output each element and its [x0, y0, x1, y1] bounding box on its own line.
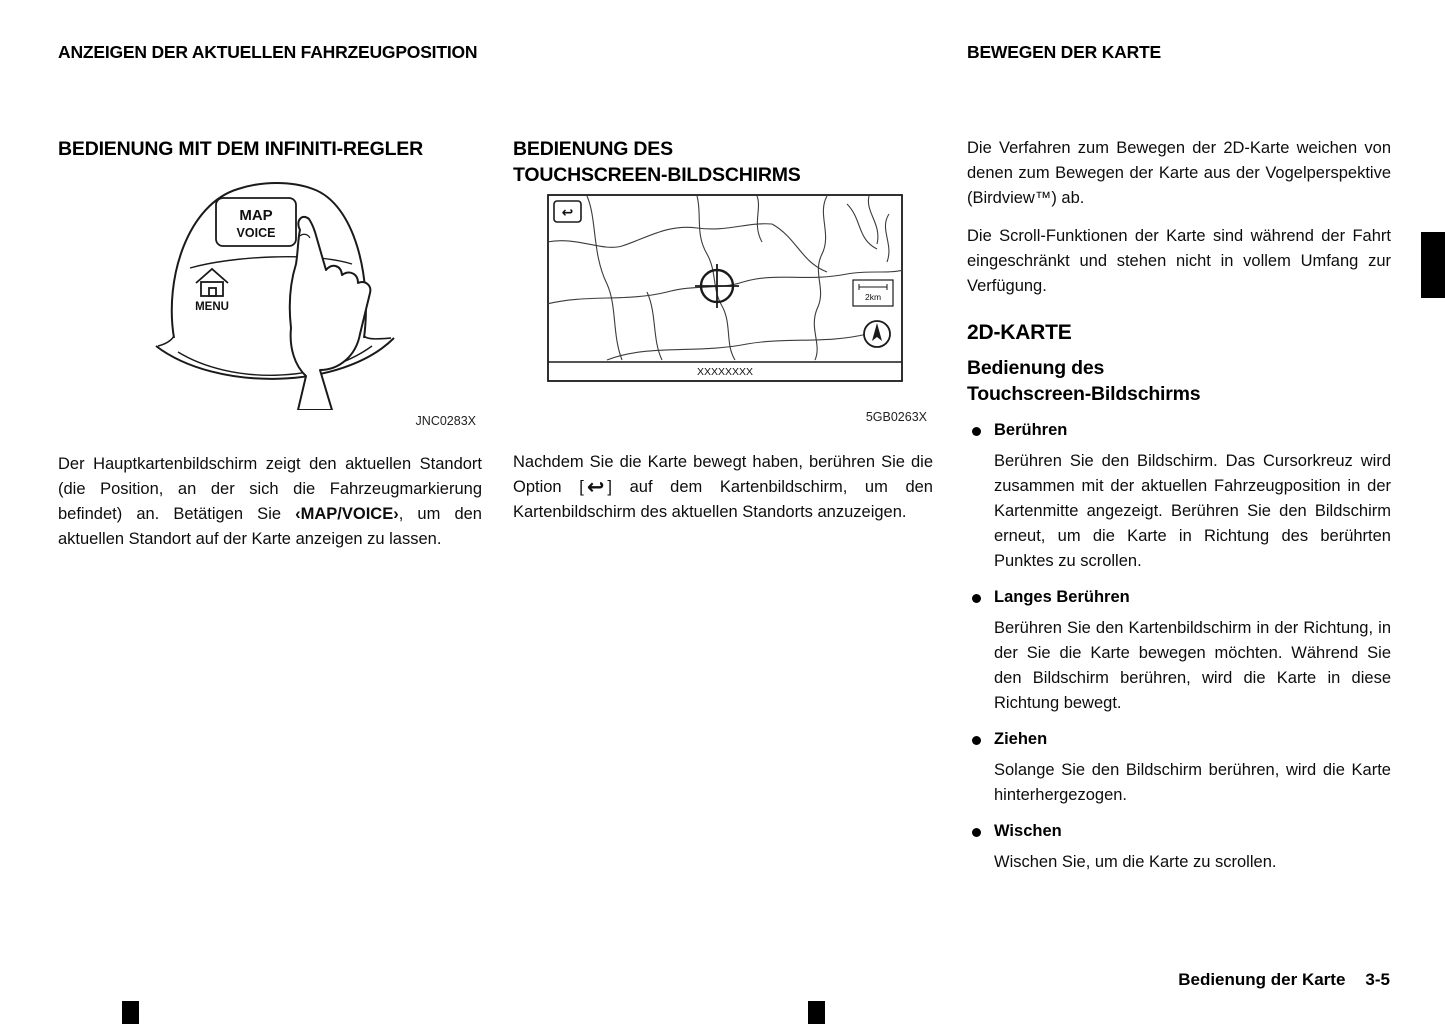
page-number: 3-5 [1365, 970, 1390, 989]
page-header-left: ANZEIGEN DER AKTUELLEN FAHRZEUGPOSITION [58, 42, 478, 62]
section-edge-tab [1421, 232, 1445, 298]
heading-touchscreen-line1: BEDIENUNG DES [513, 138, 673, 160]
bullet-label: Berühren [994, 421, 1068, 439]
bullet-dot [972, 736, 981, 745]
bullet-label: Langes Berühren [994, 588, 1130, 606]
subheading-touchscreen-bedienung [967, 355, 1391, 407]
controller-figure [58, 178, 482, 428]
heading-infiniti-regler: BEDIENUNG MIT DEM INFINITI-REGLER [58, 138, 423, 160]
bullet-dot [972, 427, 981, 436]
map-back-button [554, 201, 581, 222]
menu-label: MENU [195, 301, 229, 313]
bullet-item-beruehren [967, 421, 1391, 574]
bullet-item-ziehen [967, 730, 1391, 808]
bullet-text: Berühren Sie den Bildschirm. Das Cursorkreuz wird zusammen mit der aktuellen Fahrzeugposition in der Kartenmitte angezeigt. Berühren Sie den Bildschirm erneut, um die Karte in Richtung des berührten Punktes zu scrollen. [994, 452, 1391, 570]
bullet-dot [972, 828, 981, 837]
bullet-text: Solange Sie den Bildschirm berühren, wird die Karte hinterhergezogen. [994, 761, 1391, 804]
map-screen-illustration [547, 194, 903, 394]
paragraph-infiniti-after: , um den aktuellen Standort auf der Karte anzeigen zu lassen. [58, 505, 482, 548]
bullet-item-wischen [967, 822, 1391, 875]
map-voice-key-reference: ‹MAP/VOICE› [295, 505, 399, 523]
print-mark-middle [808, 1001, 825, 1024]
paragraph-infiniti [58, 452, 482, 552]
heading-touchscreen [513, 136, 933, 188]
column-infiniti-regler [58, 136, 482, 552]
scale-box [853, 280, 893, 306]
paragraph-infiniti-before: Der Hauptkartenbildschirm zeigt den aktuellen Standort (die Position, an der sich die Fahrzeugmarkierung befindet) an. Betätigen Sie [58, 455, 482, 523]
subheading-line2: Touchscreen-Bildschirms [967, 383, 1201, 405]
bullet-text: Wischen Sie, um die Karte zu scrollen. [994, 853, 1277, 871]
intro-paragraph-1: Die Verfahren zum Bewegen der 2D-Karte weichen von denen zum Bewegen der Karte aus der Vogelperspektive (Birdview™) ab. [967, 139, 1391, 207]
paragraph-touchscreen-before: Nachdem Sie die Karte bewegt haben, berühren Sie die Option [ [513, 453, 933, 496]
map-back-icon: ↩ [561, 205, 574, 221]
subheading-line1: Bedienung des [967, 357, 1105, 379]
pointing-hand-icon [290, 217, 371, 410]
compass-icon [864, 321, 890, 347]
map-label: MAP [239, 207, 273, 224]
column-bewegen-der-karte [967, 136, 1391, 889]
heading-2d-karte: 2D-KARTE [967, 321, 1072, 344]
figure-caption-map: 5GB0263X [865, 410, 927, 424]
heading-touchscreen-line2: TOUCHSCREEN-BILDSCHIRMS [513, 164, 801, 186]
dial-outer-arc [156, 338, 394, 379]
scale-label: 2km [864, 292, 882, 302]
map-figure [513, 194, 933, 424]
bullet-label: Ziehen [994, 730, 1048, 748]
column-touchscreen [513, 136, 933, 525]
page-header-right: BEWEGEN DER KARTE [967, 42, 1161, 62]
bullet-item-langes-beruehren [967, 588, 1391, 716]
paragraph-touchscreen-after: ] auf dem Kartenbildschirm, um den Kartenbildschirm des aktuellen Standorts anzuzeigen. [513, 478, 933, 521]
controller-illustration [150, 178, 402, 410]
bullet-text: Berühren Sie den Kartenbildschirm in der Richtung, in der Sie die Karte bewegen möchten. Während Sie den Bildschirm berühren, wird die Karte in diese Richtung bewegt. [994, 619, 1391, 712]
paragraph-touchscreen [513, 450, 933, 525]
bullet-label: Wischen [994, 822, 1062, 840]
return-arrow-icon: ↩ [586, 475, 605, 499]
voice-label: VOICE [236, 226, 276, 240]
figure-caption-controller: JNC0283X [415, 414, 476, 428]
print-mark-left [122, 1001, 139, 1024]
bullet-dot [972, 594, 981, 603]
intro-paragraph-2: Die Scroll-Funktionen der Karte sind während der Fahrt eingeschränkt und stehen nicht in vollem Umfang zur Verfügung. [967, 227, 1391, 295]
footer-section-label: Bedienung der Karte [1178, 970, 1346, 989]
map-bottom-label: XXXXXXXX [696, 366, 754, 378]
page-footer [1178, 970, 1390, 990]
menu-house-icon [196, 269, 228, 296]
